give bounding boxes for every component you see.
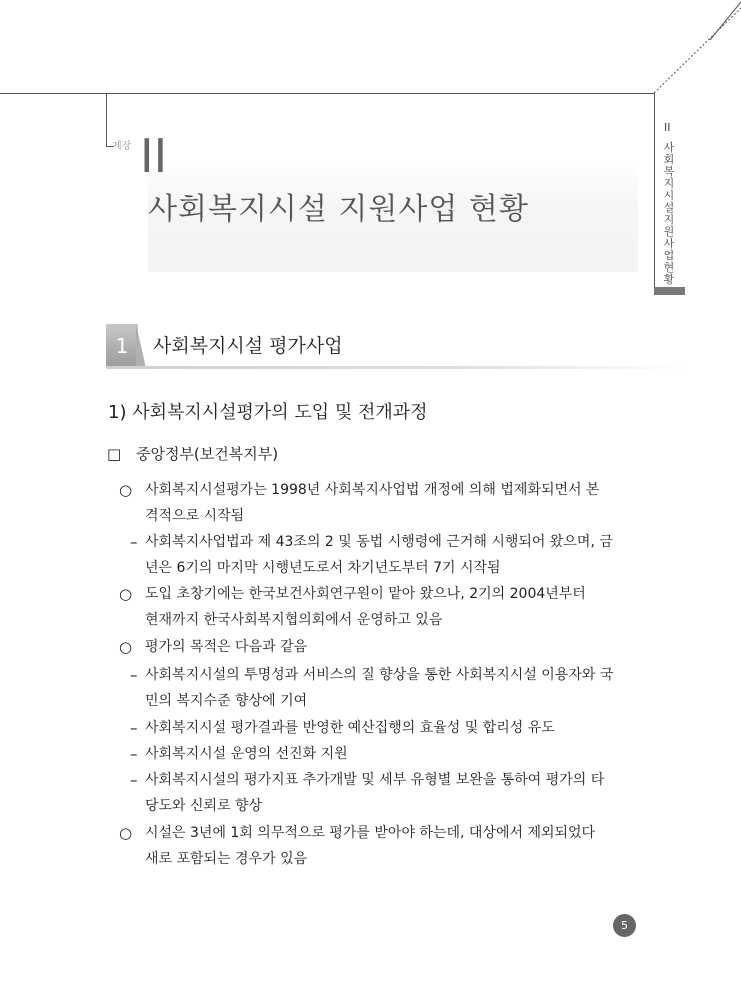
- side-header-title: 사회복지시설 지원사업 현황: [663, 141, 675, 286]
- paragraph-line: 사회복지시설 평가결과를 반영한 예산집행의 효율성 및 합리성 유도: [145, 720, 555, 736]
- section-title: 사회복지시설 평가사업: [153, 335, 343, 357]
- section-number-badge: 1: [106, 324, 138, 368]
- circle-bullet: ○: [119, 481, 133, 499]
- side-frame-vertical: [654, 93, 655, 293]
- section-underline: [106, 366, 690, 369]
- paragraph-line: 당도와 신뢰로 향상: [145, 798, 263, 814]
- paragraph-line: 도입 초창기에는 한국보건사회연구원이 맡아 왔으나, 2기의 2004년부터: [145, 586, 586, 602]
- box-bullet: □: [107, 445, 122, 463]
- paragraph-line: 사회복지시설평가는 1998년 사회복지사업법 개정에 의해 법제화되면서 본: [145, 482, 600, 498]
- paragraph-line: 사회복지시설 운영의 선진화 지원: [145, 746, 348, 762]
- paragraph-line: 사회복지시설의 평가지표 추가개발 및 세부 유형별 보완을 통하여 평가의 타: [145, 772, 605, 788]
- paragraph-line: 격적으로 시작됨: [145, 508, 245, 524]
- top-rule: [0, 93, 654, 94]
- paragraph-line: 사회복지사업법과 제 43조의 2 및 동법 시행령에 근거해 시행되어 왔으며, 금: [145, 534, 613, 550]
- dash-bullet: –: [130, 666, 138, 684]
- box-item-text: 중앙정부(보건복지부): [135, 445, 279, 463]
- circle-bullet: ○: [119, 824, 133, 842]
- dash-bullet: –: [130, 533, 138, 551]
- circle-bullet: ○: [119, 638, 133, 656]
- paragraph-line: 년은 6기의 마지막 시행년도로서 차기년도부터 7기 시작됨: [145, 560, 501, 576]
- section-badge-slant: [136, 324, 146, 368]
- box-item: [107, 443, 278, 465]
- paragraph-line: 사회복지시설의 투명성과 서비스의 질 향상을 통한 사회복지시설 이용자와 국: [145, 667, 614, 683]
- page-number: 5: [613, 914, 636, 937]
- dash-bullet: –: [130, 719, 138, 737]
- circle-bullet: ○: [119, 585, 133, 603]
- corner-fold-lines: [650, 0, 741, 100]
- paragraph-line: 시설은 3년에 1회 의무적으로 평가를 받아야 하는데, 대상에서 제외되었다: [145, 825, 596, 841]
- header-frame-vertical: [106, 93, 107, 146]
- subsection-title: 1) 사회복지시설평가의 도입 및 전개과정: [108, 402, 428, 423]
- dash-bullet: –: [130, 771, 138, 789]
- side-header-number: II: [664, 121, 671, 134]
- dash-bullet: –: [130, 745, 138, 763]
- paragraph-line: 민의 복지수준 향상에 기여: [145, 693, 308, 709]
- chapter-title: 사회복지시설 지원사업 현황: [148, 192, 529, 227]
- paragraph-line: 새로 포함되는 경우가 있음: [145, 851, 308, 867]
- paragraph-line: 평가의 목적은 다음과 같음: [145, 639, 308, 655]
- paragraph-line: 현재까지 한국사회복지협의회에서 운영하고 있음: [145, 612, 443, 628]
- side-header-bar: [654, 287, 685, 295]
- chapter-tag: 제장: [112, 141, 132, 152]
- chapter-number: II: [140, 129, 168, 183]
